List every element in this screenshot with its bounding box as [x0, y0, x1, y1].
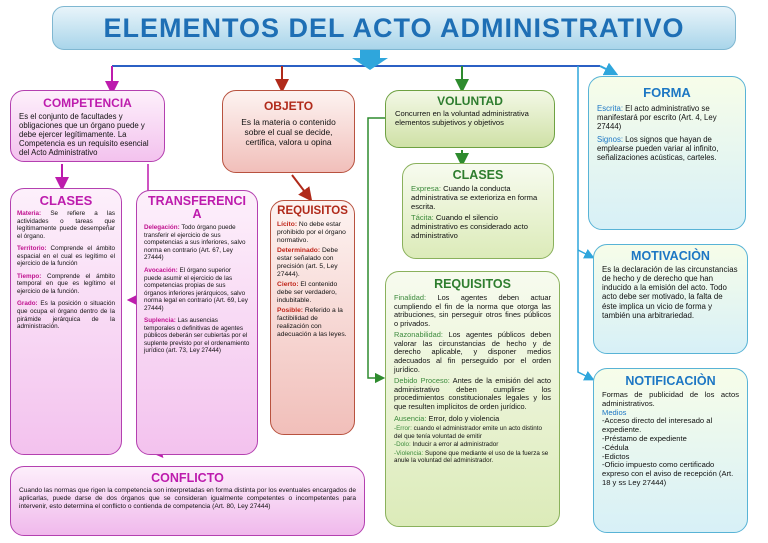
objeto-box	[222, 90, 355, 173]
arrow-to-requisitos-voluntad	[368, 118, 385, 378]
item-text: Los agentes públicos deben valorar las circunstancias de hecho y de derecho aplicable, y disponer medios adecuados al fin perseguido por el orden jurídico.	[394, 330, 551, 374]
item-label: Cierto:	[277, 281, 299, 289]
list-item	[394, 415, 551, 424]
item-text: Comprende el ámbito temporal en que es legítimo el ejercicio de la función.	[17, 272, 115, 295]
list-item	[597, 104, 737, 131]
clases-competencia-heading: CLASES	[39, 193, 93, 208]
item-label: Suplencia:	[144, 317, 176, 325]
list-item	[277, 281, 348, 305]
list-item	[394, 425, 551, 440]
list-item	[144, 317, 250, 355]
requisitos-voluntad-box	[385, 271, 560, 527]
list-item	[277, 221, 348, 245]
item-label: Signos:	[597, 135, 624, 145]
list-item	[277, 247, 348, 279]
list-item	[394, 450, 551, 465]
motivacion-heading: MOTIVACIÒN	[631, 249, 710, 263]
item-label: Materia:	[17, 210, 42, 217]
notificacion-intro: Formas de publicidad de los actos administrativos.	[602, 390, 739, 408]
notificacion-list	[602, 417, 739, 487]
item-label: -Violencia:	[394, 449, 424, 457]
notificacion-medios-label: Medios	[602, 407, 627, 417]
main-trunk-line	[112, 50, 600, 70]
item-text: El contenido debe ser verdadero, indubitable.	[277, 281, 338, 305]
requisitos-voluntad-list	[394, 294, 551, 423]
item-text: Cuando el silencio administrativo es considerado acto administrativo	[411, 213, 528, 240]
item-text: Todo órgano puede transferir el ejercicio de sus competencias a sus inferiores, salvo norma en contrario (Art. 67, Ley 27444)	[144, 224, 246, 262]
item-label: Ausencia:	[394, 413, 427, 423]
item-text: Cuando la conducta administrativa se exterioriza en forma escrita.	[411, 184, 538, 211]
requisitos-objeto-box	[270, 200, 355, 435]
item-label: Escrita:	[597, 104, 623, 113]
item-label: Expresa:	[411, 184, 441, 193]
list-item	[394, 331, 551, 374]
title-banner	[52, 6, 736, 50]
item-label: -Error:	[394, 425, 412, 433]
forma-list	[597, 104, 737, 162]
item-text: No debe estar prohibido por el órgano normativo.	[277, 221, 346, 245]
requisitos-objeto-list	[277, 221, 348, 339]
item-label: Territorio:	[17, 245, 47, 253]
transferencia-heading: TRANSFERENCIA	[148, 194, 246, 222]
vicios-list	[394, 425, 551, 465]
list-item	[277, 307, 348, 339]
requisitos-voluntad-heading: REQUISITOS	[434, 277, 511, 291]
notificacion-heading: NOTIFICACIÒN	[625, 374, 716, 388]
list-item	[394, 377, 551, 411]
transferencia-list	[144, 224, 250, 355]
conflicto-heading: CONFLICTO	[151, 471, 224, 485]
item-text: Inducir a error al administrador	[410, 441, 499, 449]
conflicto-box	[10, 466, 365, 536]
item-text: Antes de la emisión del acto administrativo deben cumplirse los procedimientos constitucionales legales y los que resulten implícitos de orden jurídico.	[394, 376, 551, 411]
item-text: El acto administrativo se manifestará por escrito (Art. 4, Ley 27444)	[597, 104, 717, 132]
list-item	[394, 294, 551, 328]
item-label: Delegación:	[144, 224, 180, 232]
competencia-box	[10, 90, 165, 162]
item-label: Debido Proceso:	[394, 376, 450, 386]
item-text: Las ausencias temporales o definitivas de agentes públicos deberán ser cubiertas por el suplente previsto por el ordenamiento jurídico (art. 73, Ley 27444)	[144, 317, 250, 355]
clases-voluntad-list	[411, 185, 545, 241]
page-title: ELEMENTOS DEL ACTO ADMINISTRATIVO	[103, 12, 685, 43]
item-label: Razonabilidad:	[394, 330, 443, 340]
item-label: Posible:	[277, 307, 304, 315]
list-item	[17, 210, 115, 240]
item-text: Los signos que hayan de emplearse pueden variar al infinito, señalizaciones acústicas, carteles.	[597, 135, 719, 163]
arrow-to-requisitos-objeto	[292, 175, 308, 196]
competencia-text: Es el conjunto de facultades y obligaciones que un órgano puede y debe ejercer legítimamente. La Competencia es un requisito esencial del Acto Administrativo	[19, 112, 149, 158]
notificacion-box	[593, 368, 748, 533]
objeto-heading: OBJETO	[263, 99, 314, 113]
list-item: -Cédula	[602, 442, 629, 452]
list-item	[17, 300, 115, 330]
list-item	[597, 135, 737, 162]
list-item: -Préstamo de expediente	[602, 433, 687, 443]
item-text: Los agentes deben actuar cumpliendo el fin de la norma que otorga las atribuciones, sin perseguir otros fines públicos o privados.	[394, 293, 551, 328]
item-label: Lícito:	[277, 221, 298, 229]
arrow-to-forma	[600, 66, 612, 72]
clases-competencia-list	[17, 210, 115, 331]
clases-voluntad-box	[402, 163, 554, 259]
item-text: Referido a la factibilidad de realización con adecuación a las leyes.	[277, 307, 347, 339]
list-item: -Acceso directo del interesado al expediente.	[602, 416, 713, 435]
motivacion-text: Es la declaración de las circunstancias de hecho y de derecho que han inducido a la emisión del acto. Todo acto debe ser motivado, la falta de éste implica un vicio de forma y también una arbitrariedad.	[602, 265, 738, 320]
list-item	[17, 245, 115, 268]
item-text: Supone que mediante el uso de la fuerza se anule la voluntad del administrador.	[394, 449, 549, 465]
requisitos-objeto-heading: REQUISITOS	[277, 205, 348, 217]
transferencia-box	[136, 190, 258, 455]
list-item: -Edictos	[602, 451, 630, 461]
item-text: cuando el administrador emite un acto distinto del que tenía voluntad de emitir	[394, 425, 543, 440]
motivacion-box	[593, 244, 748, 354]
voluntad-text: Concurren en la voluntad administrativa elementos subjetivos y objetivos	[395, 109, 529, 127]
list-item	[394, 441, 551, 449]
voluntad-box	[385, 90, 555, 148]
list-item	[411, 185, 545, 211]
clases-competencia-box	[10, 188, 122, 455]
item-text: Debe estar señalado con precisión (art. 5, Ley 27444).	[277, 247, 338, 279]
item-label: Tácita:	[411, 213, 434, 223]
forma-heading: FORMA	[643, 85, 691, 100]
arrow-to-motivacion	[578, 250, 590, 256]
item-label: Avocación:	[144, 266, 178, 274]
competencia-heading: COMPETENCIA	[43, 96, 132, 110]
list-item	[17, 273, 115, 296]
objeto-text: Es la materia o contenido sobre el cual se decide, certifica, valora u opina	[241, 117, 336, 147]
voluntad-heading: VOLUNTAD	[437, 94, 503, 108]
item-label: Finalidad:	[394, 293, 427, 302]
item-text: Error, dolo y violencia	[426, 413, 500, 423]
item-text: Es la posición o situación que ocupa el órgano dentro de la pirámide jerárquica de la administración.	[17, 300, 115, 331]
list-item	[411, 214, 545, 240]
clases-voluntad-heading: CLASES	[452, 168, 504, 182]
item-text: Comprende el ámbito espacial en el cual es legítimo el ejercicio de la función	[17, 245, 115, 268]
item-label: -Dolo:	[394, 441, 411, 449]
list-item	[144, 267, 250, 312]
forma-box	[588, 76, 746, 230]
item-text: Se refiere a las actividades o tareas que legítimamente puede desempeñar el órgano.	[17, 210, 115, 240]
list-item	[144, 224, 250, 262]
item-label: Grado:	[17, 300, 38, 308]
list-item: -Oficio impuesto como certificado expreso con el aviso de recepción (Art. 18 y ss Ley 27444)	[602, 460, 734, 487]
item-label: Tiempo:	[17, 272, 42, 280]
item-text: El órgano superior puede asumir el ejercicio de las competencias propias de sus órganos inferiores jerárquicos, salvo norma legal en contrario (Art. 69, Ley 27444)	[144, 266, 248, 312]
item-label: Determinado:	[277, 247, 321, 255]
conflicto-text: Cuando las normas que rigen la competencia son interpretadas en forma distinta por los eventuales encargados de aplicarlas, puede darse de dos órganos que se consideran igualmente competentes o incompetentes para intervenir, esto determina el conflicto o contienda de competencia (Art. 80, Ley 27444)	[19, 487, 356, 510]
